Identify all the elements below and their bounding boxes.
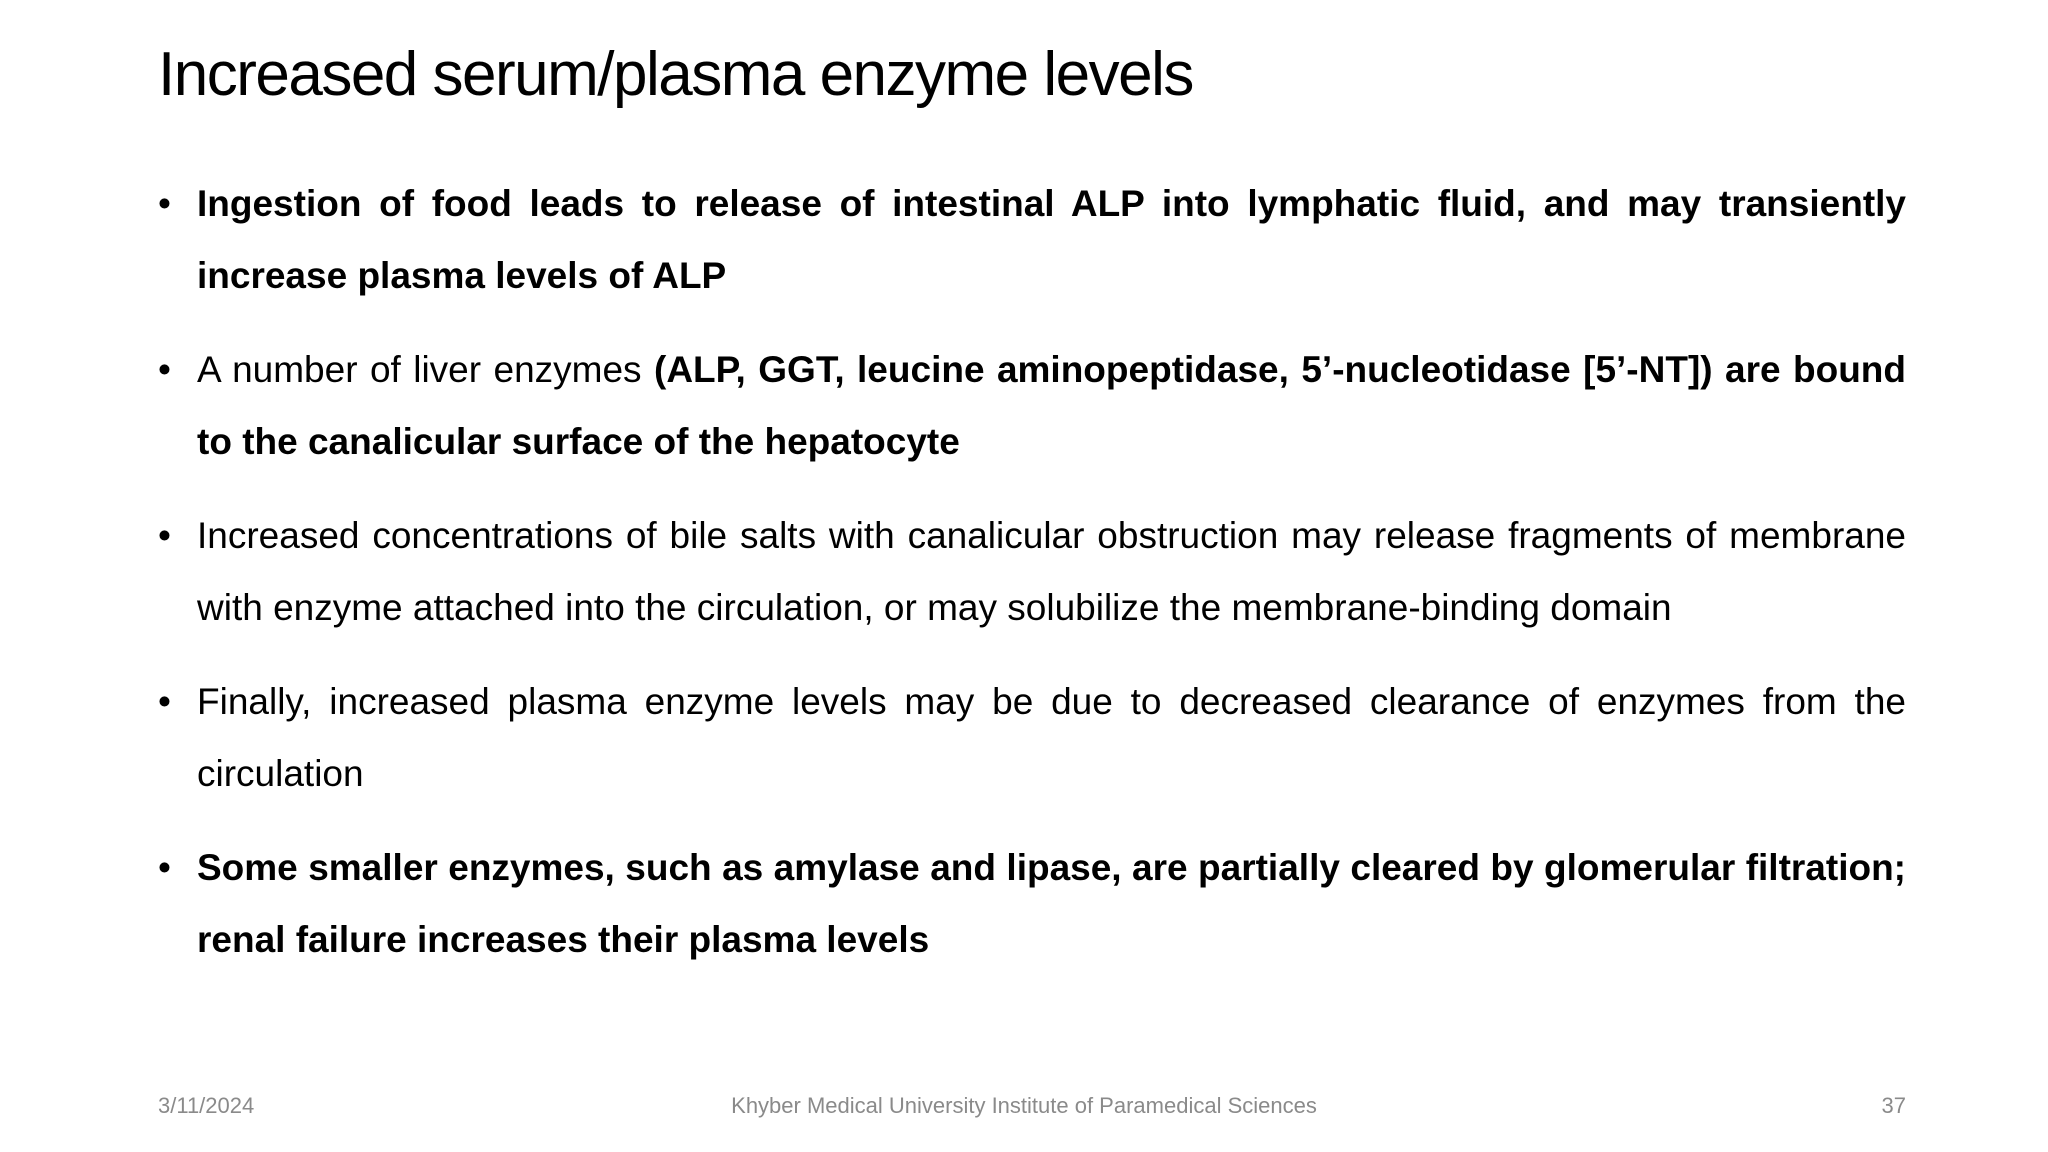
- bullet-list: [158, 168, 1906, 998]
- footer-date: 3/11/2024: [158, 1093, 255, 1118]
- bullet-text-bold: Some smaller enzymes, such as amylase and lipase, are partially cleared by glomerular filtration; renal failure increases their plasma levels: [197, 847, 1906, 960]
- bullet-item: [158, 334, 1906, 478]
- footer-institution: Khyber Medical University Institute of Paramedical Sciences: [731, 1093, 1317, 1118]
- bullet-text-bold: Ingestion of food leads to release of intestinal ALP into lymphatic fluid, and may transiently increase plasma levels of ALP: [197, 183, 1906, 296]
- footer-page-number: 37: [1881, 1093, 1906, 1118]
- bullet-text: Increased concentrations of bile salts with canalicular obstruction may release fragments of membrane with enzyme attached into the circulation, or may solubilize the membrane-binding domain: [197, 515, 1906, 628]
- bullet-item: [158, 168, 1906, 312]
- bullet-text: A number of liver enzymes: [197, 349, 654, 390]
- bullet-item: [158, 832, 1906, 976]
- bullet-item: [158, 666, 1906, 810]
- bullet-text-bold: (ALP, GGT, leucine aminopeptidase, 5’-nucleotidase [5’-NT]) are bound to the canalicular surface of the hepatocyte: [197, 349, 1907, 462]
- bullet-text: Finally, increased plasma enzyme levels may be due to decreased clearance of enzymes from the circulation: [197, 681, 1906, 794]
- bullet-item: [158, 500, 1906, 644]
- slide-title: Increased serum/plasma enzyme levels: [158, 40, 1193, 109]
